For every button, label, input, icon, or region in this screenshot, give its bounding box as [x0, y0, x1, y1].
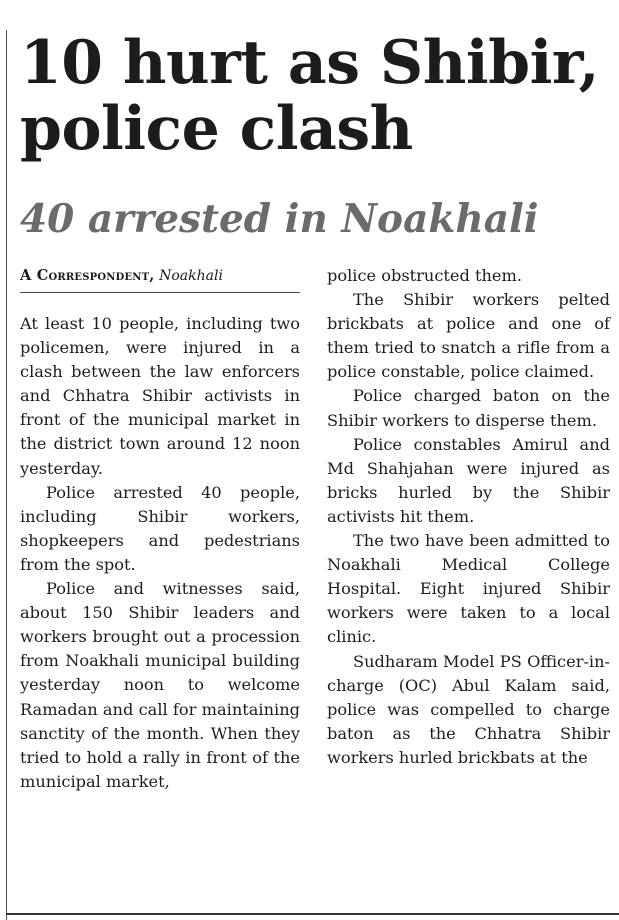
paragraph: Police charged baton on the Shibir workers to disperse them.	[327, 386, 610, 430]
byline-author: A Correspondent,	[20, 267, 155, 284]
article-column-2	[327, 264, 610, 770]
paragraph: police obstructed them.	[327, 266, 523, 285]
byline-location: Noakhali	[159, 268, 223, 284]
subheadline: 40 arrested in Noakhali	[20, 196, 539, 242]
headline: 10 hurt as Shibir, police clash	[20, 28, 600, 164]
paragraph: The two have been admitted to Noakhali Medical College Hospital. Eight injured Shibir workers were taken to a local clinic.	[327, 531, 610, 647]
column-divider-rule	[6, 30, 7, 920]
bottom-rule	[6, 913, 619, 915]
paragraph: At least 10 people, including two policemen, were injured in a clash between the law enforcers and Chhatra Shibir activists in front of the municipal market in the district town around 12 noon yesterday.	[20, 314, 300, 478]
byline	[20, 266, 300, 293]
paragraph: The Shibir workers pelted brickbats at police and one of them tried to snatch a rifle from a police constable, police claimed.	[327, 290, 610, 382]
paragraph: Police constables Amirul and Md Shahjahan were injured as bricks hurled by the Shibir activists hit them.	[327, 434, 610, 526]
article-column-1	[20, 312, 300, 794]
paragraph: Police and witnesses said, about 150 Shibir leaders and workers brought out a procession from Noakhali municipal building yesterday noon to welcome Ramadan and call for maintaining sanctity of the month. When they tried to hold a rally in front of the municipal market,	[20, 579, 300, 791]
paragraph: Police arrested 40 people, including Shibir workers, shopkeepers and pedestrians from the spot.	[20, 482, 300, 574]
paragraph: Sudharam Model PS Officer-in-charge (OC) Abul Kalam said, police was compelled to charge baton as the Chhatra Shibir workers hurled brickbats at the	[327, 651, 610, 767]
